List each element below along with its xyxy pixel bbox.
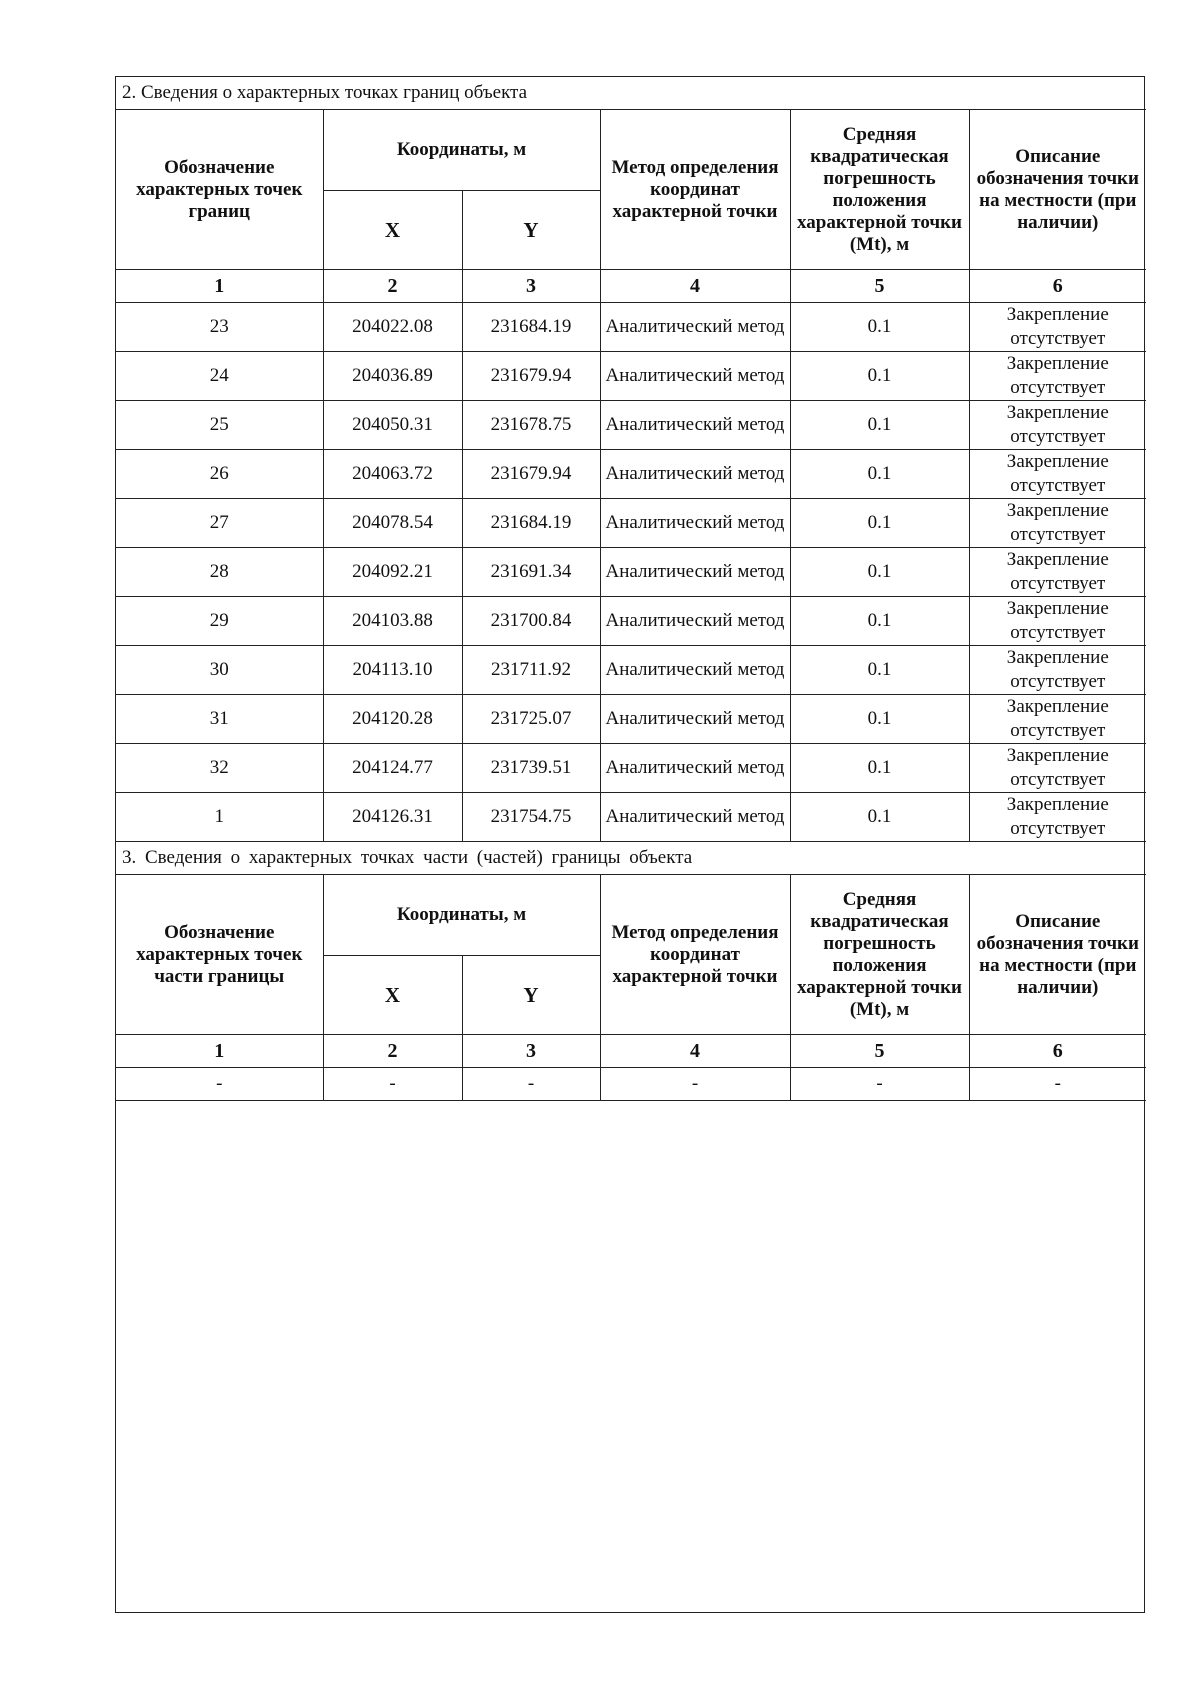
s3-header-coordinates: Координаты, м (323, 875, 600, 956)
col-number-4: 4 (600, 270, 790, 303)
method-cell: Аналитический метод (600, 646, 790, 695)
description-cell: Закрепление отсутствует (969, 744, 1146, 793)
s3-col-number-5: 5 (790, 1035, 969, 1068)
section3-title: 3. Сведения о характерных точках части (частей) границы объекта (116, 842, 1146, 875)
description-cell: Закрепление отсутствует (969, 499, 1146, 548)
table-row (116, 597, 1146, 646)
x-cell: 204092.21 (323, 548, 462, 597)
error-cell: 0.1 (790, 793, 969, 842)
error-cell: 0.1 (790, 352, 969, 401)
header-y: Y (462, 191, 600, 270)
x-cell: 204050.31 (323, 401, 462, 450)
s3-header-description: Описание обозначения точки на местности (при наличии) (969, 875, 1146, 1035)
error-cell: 0.1 (790, 597, 969, 646)
x-cell: 204036.89 (323, 352, 462, 401)
method-cell: Аналитический метод (600, 401, 790, 450)
col-number-1: 1 (116, 270, 323, 303)
s3-header-x: X (323, 956, 462, 1035)
s3-header-method: Метод определения координат характерной точки (600, 875, 790, 1035)
x-cell: 204103.88 (323, 597, 462, 646)
point-cell: 28 (116, 548, 323, 597)
y-cell: 231684.19 (462, 499, 600, 548)
table-row (116, 303, 1146, 352)
header-error: Средняя квадратическая погрешность положения характерной точки (Mt), м (790, 110, 969, 270)
method-cell: Аналитический метод (600, 352, 790, 401)
description-cell: Закрепление отсутствует (969, 646, 1146, 695)
x-cell: 204120.28 (323, 695, 462, 744)
col-number-6: 6 (969, 270, 1146, 303)
point-cell: 26 (116, 450, 323, 499)
y-cell: 231678.75 (462, 401, 600, 450)
error-cell: 0.1 (790, 744, 969, 793)
x-cell: 204113.10 (323, 646, 462, 695)
error-cell: 0.1 (790, 303, 969, 352)
y-cell: 231725.07 (462, 695, 600, 744)
table-row (116, 548, 1146, 597)
s3-header-y: Y (462, 956, 600, 1035)
s3-empty-cell-4: - (600, 1068, 790, 1101)
header-x: X (323, 191, 462, 270)
y-cell: 231700.84 (462, 597, 600, 646)
s3-empty-cell-6: - (969, 1068, 1146, 1101)
table-row (116, 646, 1146, 695)
section2-title: 2. Сведения о характерных точках границ объекта (116, 77, 1146, 110)
table-row (116, 352, 1146, 401)
header-description: Описание обозначения точки на местности (при наличии) (969, 110, 1146, 270)
table-row (116, 744, 1146, 793)
y-cell: 231739.51 (462, 744, 600, 793)
description-cell: Закрепление отсутствует (969, 450, 1146, 499)
s3-header-error: Средняя квадратическая погрешность положения характерной точки (Mt), м (790, 875, 969, 1035)
col-number-5: 5 (790, 270, 969, 303)
document-sheet (115, 76, 1145, 1613)
x-cell: 204124.77 (323, 744, 462, 793)
s3-empty-cell-1: - (116, 1068, 323, 1101)
point-cell: 27 (116, 499, 323, 548)
error-cell: 0.1 (790, 499, 969, 548)
table-row (116, 450, 1146, 499)
x-cell: 204126.31 (323, 793, 462, 842)
point-cell: 1 (116, 793, 323, 842)
y-cell: 231691.34 (462, 548, 600, 597)
description-cell: Закрепление отсутствует (969, 597, 1146, 646)
method-cell: Аналитический метод (600, 793, 790, 842)
header-coordinates: Координаты, м (323, 110, 600, 191)
y-cell: 231684.19 (462, 303, 600, 352)
y-cell: 231679.94 (462, 450, 600, 499)
error-cell: 0.1 (790, 548, 969, 597)
y-cell: 231679.94 (462, 352, 600, 401)
s3-col-number-3: 3 (462, 1035, 600, 1068)
description-cell: Закрепление отсутствует (969, 793, 1146, 842)
s3-header-point-designation: Обозначение характерных точек части границы (116, 875, 323, 1035)
table-row (116, 695, 1146, 744)
table-row (116, 499, 1146, 548)
s3-col-number-6: 6 (969, 1035, 1146, 1068)
method-cell: Аналитический метод (600, 597, 790, 646)
method-cell: Аналитический метод (600, 744, 790, 793)
description-cell: Закрепление отсутствует (969, 352, 1146, 401)
s3-col-number-4: 4 (600, 1035, 790, 1068)
x-cell: 204078.54 (323, 499, 462, 548)
col-number-3: 3 (462, 270, 600, 303)
s3-col-number-1: 1 (116, 1035, 323, 1068)
error-cell: 0.1 (790, 646, 969, 695)
point-cell: 30 (116, 646, 323, 695)
method-cell: Аналитический метод (600, 450, 790, 499)
description-cell: Закрепление отсутствует (969, 695, 1146, 744)
point-cell: 32 (116, 744, 323, 793)
x-cell: 204022.08 (323, 303, 462, 352)
s3-col-number-2: 2 (323, 1035, 462, 1068)
error-cell: 0.1 (790, 450, 969, 499)
method-cell: Аналитический метод (600, 548, 790, 597)
error-cell: 0.1 (790, 401, 969, 450)
s3-empty-cell-3: - (462, 1068, 600, 1101)
method-cell: Аналитический метод (600, 695, 790, 744)
section2-table (116, 77, 1146, 1101)
error-cell: 0.1 (790, 695, 969, 744)
header-point-designation: Обозначение характерных точек границ (116, 110, 323, 270)
description-cell: Закрепление отсутствует (969, 303, 1146, 352)
description-cell: Закрепление отсутствует (969, 548, 1146, 597)
point-cell: 29 (116, 597, 323, 646)
header-method: Метод определения координат характерной точки (600, 110, 790, 270)
table-row (116, 401, 1146, 450)
s3-empty-cell-2: - (323, 1068, 462, 1101)
y-cell: 231754.75 (462, 793, 600, 842)
point-cell: 23 (116, 303, 323, 352)
description-cell: Закрепление отсутствует (969, 401, 1146, 450)
method-cell: Аналитический метод (600, 499, 790, 548)
y-cell: 231711.92 (462, 646, 600, 695)
s3-empty-cell-5: - (790, 1068, 969, 1101)
col-number-2: 2 (323, 270, 462, 303)
method-cell: Аналитический метод (600, 303, 790, 352)
point-cell: 31 (116, 695, 323, 744)
x-cell: 204063.72 (323, 450, 462, 499)
point-cell: 24 (116, 352, 323, 401)
table-row (116, 793, 1146, 842)
point-cell: 25 (116, 401, 323, 450)
